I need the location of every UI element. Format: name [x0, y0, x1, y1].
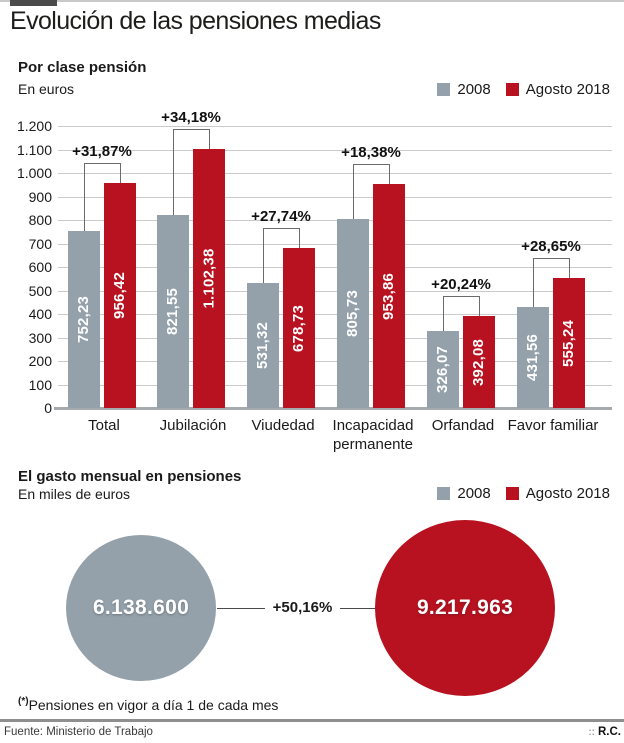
pct-bracket-left: [443, 296, 444, 331]
footer-rule: [0, 719, 624, 722]
footnote: [18, 696, 278, 713]
pct-change-label: +20,24%: [431, 276, 491, 293]
bar-section-unit: En euros: [18, 81, 75, 97]
bar-section-heading: Por clase pensión: [18, 59, 147, 76]
legend-label-agosto-2018: Agosto 2018: [525, 485, 610, 502]
bar-value-label: 431,56: [524, 333, 542, 382]
pct-change-label: +27,74%: [251, 208, 311, 225]
y-tick-label: 1.100: [16, 142, 52, 158]
bubble-section-heading: El gasto mensual en pensiones: [18, 468, 242, 485]
grid-line: [58, 150, 612, 151]
legend-bar-chart: [437, 81, 610, 98]
pct-bracket: [173, 129, 209, 130]
legend-item-2008: [437, 485, 490, 502]
y-tick-label: 900: [28, 189, 52, 205]
bar-value-label: 953,86: [380, 272, 398, 320]
bar-agosto-2018: [373, 184, 405, 408]
y-tick-label: 200: [28, 353, 52, 369]
legend-swatch-agosto-2018: [506, 83, 519, 96]
legend-item-agosto-2018: [506, 485, 610, 502]
y-tick-label: 0: [44, 400, 52, 416]
bar-2008: [517, 307, 549, 408]
bar-agosto-2018: [193, 149, 225, 408]
legend-label-agosto-2018: Agosto 2018: [525, 81, 610, 98]
agency-credit: [588, 726, 621, 738]
y-tick-label: 600: [28, 259, 52, 275]
bubble-agosto-2018-value: 9.217.963: [416, 596, 514, 619]
bar-agosto-2018: [283, 248, 315, 408]
pct-bracket-left: [263, 228, 264, 283]
y-tick-label: 1.200: [16, 118, 52, 134]
pct-change-label: +18,38%: [341, 144, 401, 161]
bubble-section-unit: En miles de euros: [18, 486, 131, 502]
pct-bracket-right: [479, 296, 480, 316]
pct-change-label: +31,87%: [72, 143, 132, 160]
bar-value-label: 555,24: [560, 319, 578, 367]
legend-label-2008: 2008: [457, 485, 491, 502]
top-accent-block: [10, 0, 57, 6]
y-tick-label: 500: [28, 283, 52, 299]
grid-line: [58, 267, 612, 268]
footnote-marker: (*): [18, 696, 29, 707]
bar-value-label: 1.102,38: [200, 248, 218, 309]
pct-bracket-right: [120, 163, 121, 183]
pct-bracket-right: [569, 258, 570, 278]
grid-line: [58, 173, 612, 174]
legend-bubble-chart: [437, 485, 610, 502]
pct-bracket-right: [389, 164, 390, 184]
y-tick-label: 100: [28, 377, 52, 393]
source-credit: Fuente: Ministerio de Trabajo: [4, 726, 153, 738]
y-tick-label: 800: [28, 212, 52, 228]
pct-bracket-right: [209, 129, 210, 149]
pct-change-label: +34,18%: [161, 109, 221, 126]
bar-value-label: 392,08: [470, 338, 488, 386]
pct-bracket-right: [299, 228, 300, 248]
agency-credit-prefix: ::: [588, 727, 595, 738]
bar-2008: [337, 219, 369, 408]
pct-change-label: +28,65%: [521, 238, 581, 255]
grid-line: [58, 197, 612, 198]
bar-agosto-2018: [553, 278, 585, 408]
x-axis-category-label: Incapacidad permanente: [332, 417, 414, 453]
legend-swatch-2008: [437, 487, 450, 500]
bar-agosto-2018: [463, 316, 495, 408]
legend-item-2008: [437, 81, 490, 98]
bar-2008: [247, 283, 279, 408]
x-axis-category-label: Jubilación: [159, 417, 227, 434]
bar-agosto-2018: [104, 183, 136, 408]
bubble-connector-right: [340, 608, 375, 609]
bar-plot-area: [58, 109, 612, 408]
bar-value-label: 752,23: [75, 295, 93, 344]
bubble-connector-left: [217, 608, 265, 609]
pct-bracket: [84, 163, 120, 164]
y-tick-label: 300: [28, 330, 52, 346]
bubble-2008: [66, 535, 216, 681]
y-tick-label: 1.000: [16, 165, 52, 181]
grid-line: [58, 126, 612, 127]
pct-bracket-left: [84, 163, 85, 231]
footnote-text: Pensiones en vigor a día 1 de cada mes: [28, 697, 279, 713]
x-axis-category-label: Favor familiar: [507, 417, 599, 434]
pct-bracket: [263, 228, 299, 229]
y-tick-label: 400: [28, 306, 52, 322]
pct-bracket: [353, 164, 389, 165]
legend-swatch-agosto-2018: [506, 487, 519, 500]
y-tick-label: 700: [28, 236, 52, 252]
legend-label-2008: 2008: [457, 81, 491, 98]
x-axis-category-label: Viudedad: [251, 417, 315, 434]
y-axis: [0, 118, 52, 416]
pct-bracket: [533, 258, 569, 259]
pct-bracket-left: [353, 164, 354, 219]
bar-value-label: 678,73: [290, 304, 308, 352]
legend-item-agosto-2018: [506, 81, 610, 98]
pct-bracket-left: [173, 129, 174, 215]
bar-value-label: 956,42: [111, 271, 129, 320]
bar-value-label: 821,55: [164, 287, 182, 336]
top-rule: [0, 0, 624, 2]
agency-credit-name: R.C.: [598, 726, 621, 738]
x-axis-category-label: Total: [88, 417, 120, 434]
bubble-2008-value: 6.138.600: [92, 596, 190, 619]
bubble-agosto-2018: [375, 520, 555, 696]
bar-2008: [68, 231, 100, 408]
legend-swatch-2008: [437, 83, 450, 96]
grid-line: [58, 291, 612, 292]
bar-2008: [427, 331, 459, 408]
x-axis-category-label: Orfandad: [431, 417, 495, 434]
x-axis-labels: [58, 417, 612, 457]
page-title: Evolución de las pensiones medias: [10, 7, 381, 35]
pct-bracket: [443, 296, 479, 297]
bar-value-label: 805,73: [344, 289, 362, 338]
bubble-pct-change: +50,16%: [272, 599, 333, 616]
bar-value-label: 326,07: [434, 345, 452, 394]
bar-value-label: 531,32: [254, 321, 272, 370]
bar-2008: [157, 215, 189, 408]
grid-line: [58, 220, 612, 221]
pct-bracket-left: [533, 258, 534, 307]
